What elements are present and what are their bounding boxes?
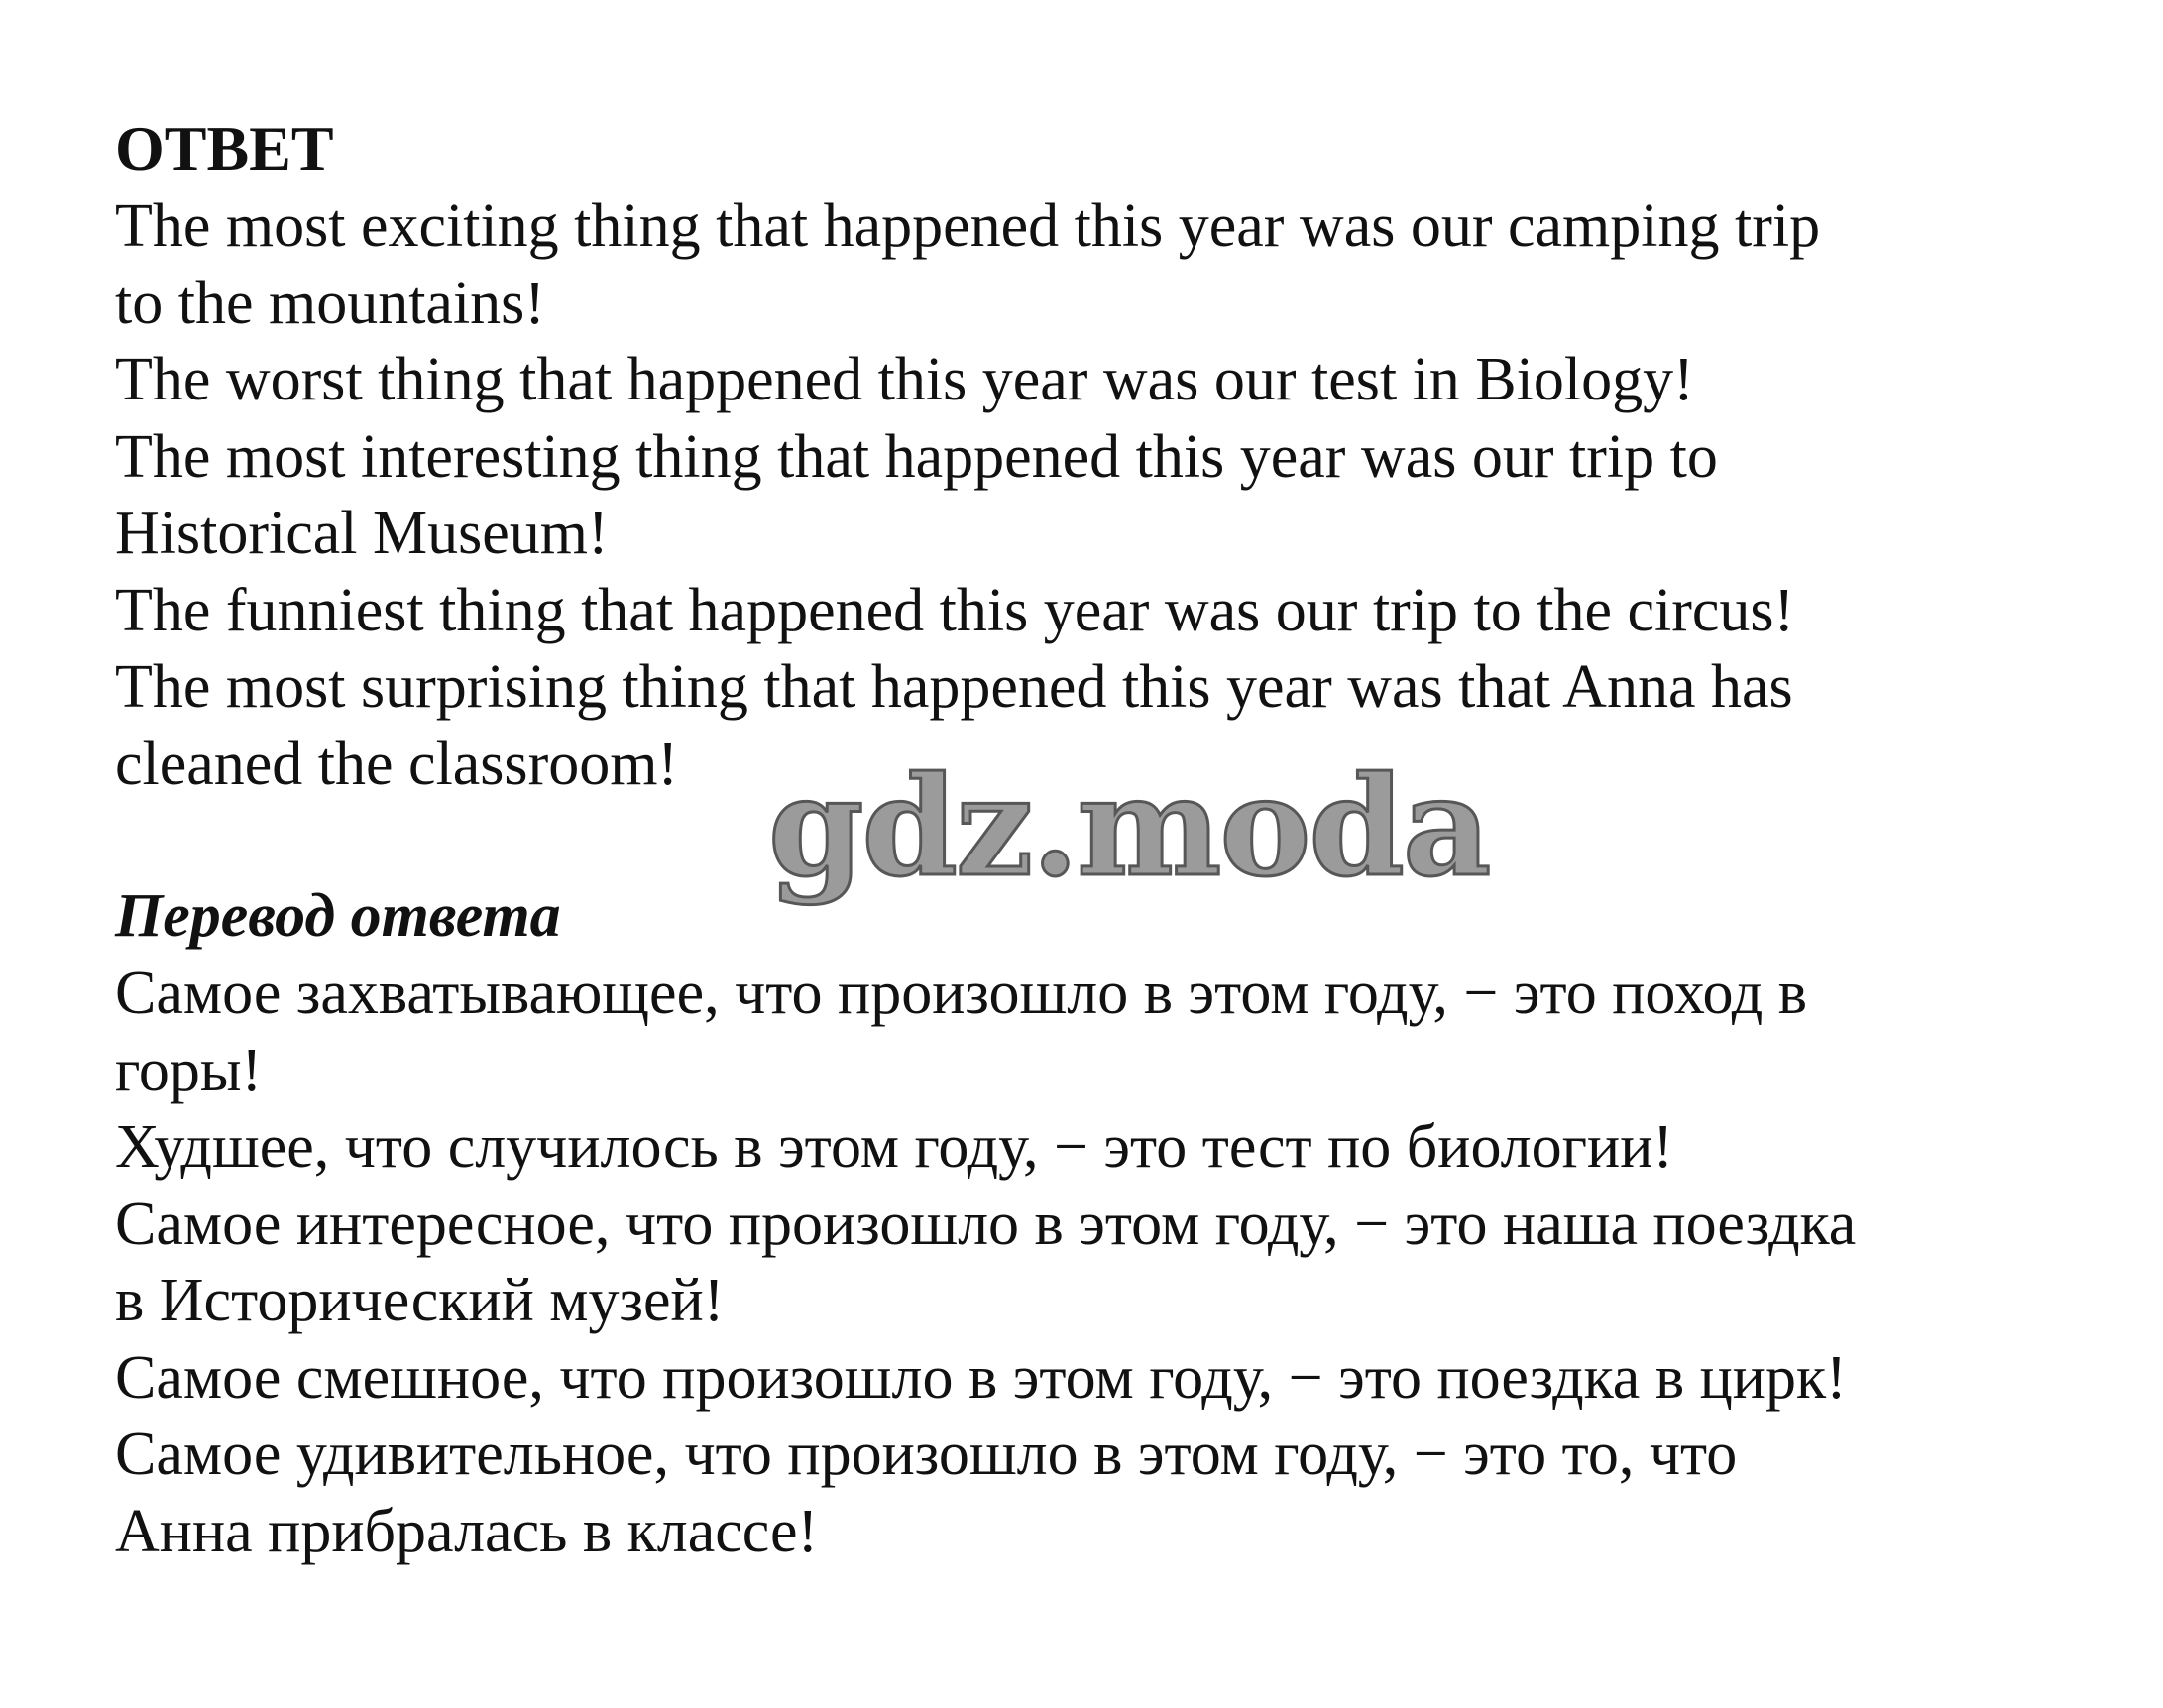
translation-heading: Перевод ответа xyxy=(115,882,561,950)
answer-line: to the mountains! xyxy=(115,269,545,337)
translation-line: Самое интересное, что произошло в этом году, − это наша поездка xyxy=(115,1190,1857,1258)
answer-section xyxy=(115,109,2098,803)
answer-line: The most exciting thing that happened this year was our camping trip xyxy=(115,192,1821,260)
answer-line: The most surprising thing that happened this year was that Anna has xyxy=(115,653,1793,721)
translation-line: горы! xyxy=(115,1036,263,1104)
watermark-logo: gdz.moda xyxy=(768,745,1490,907)
answer-heading: ОТВЕТ xyxy=(115,113,334,183)
translation-line: Самое удивительное, что произошло в этом году, − это то, что xyxy=(115,1421,1738,1488)
translation-line: в Исторический музей! xyxy=(115,1267,725,1334)
translation-line: Анна прибралась в классе! xyxy=(115,1497,819,1565)
translation-line: Самое захватывающее, что произошло в этом году, − это поход в xyxy=(115,960,1808,1027)
translation-line: Самое смешное, что произошло в этом году, − это поездка в цирк! xyxy=(115,1343,1847,1412)
translation-section xyxy=(115,876,2098,1570)
translation-line: Худшее, что случилось в этом году, − это тест по биологии! xyxy=(115,1113,1674,1181)
answer-line: The most interesting thing that happened this year was our trip to xyxy=(115,422,1718,491)
answer-line: Historical Museum! xyxy=(115,500,609,567)
answer-line: The funniest thing that happened this year was our trip to the circus! xyxy=(115,576,1795,644)
answer-line: The worst thing that happened this year was our test in Biology! xyxy=(115,346,1694,413)
answer-line: cleaned the classroom! xyxy=(115,730,679,798)
